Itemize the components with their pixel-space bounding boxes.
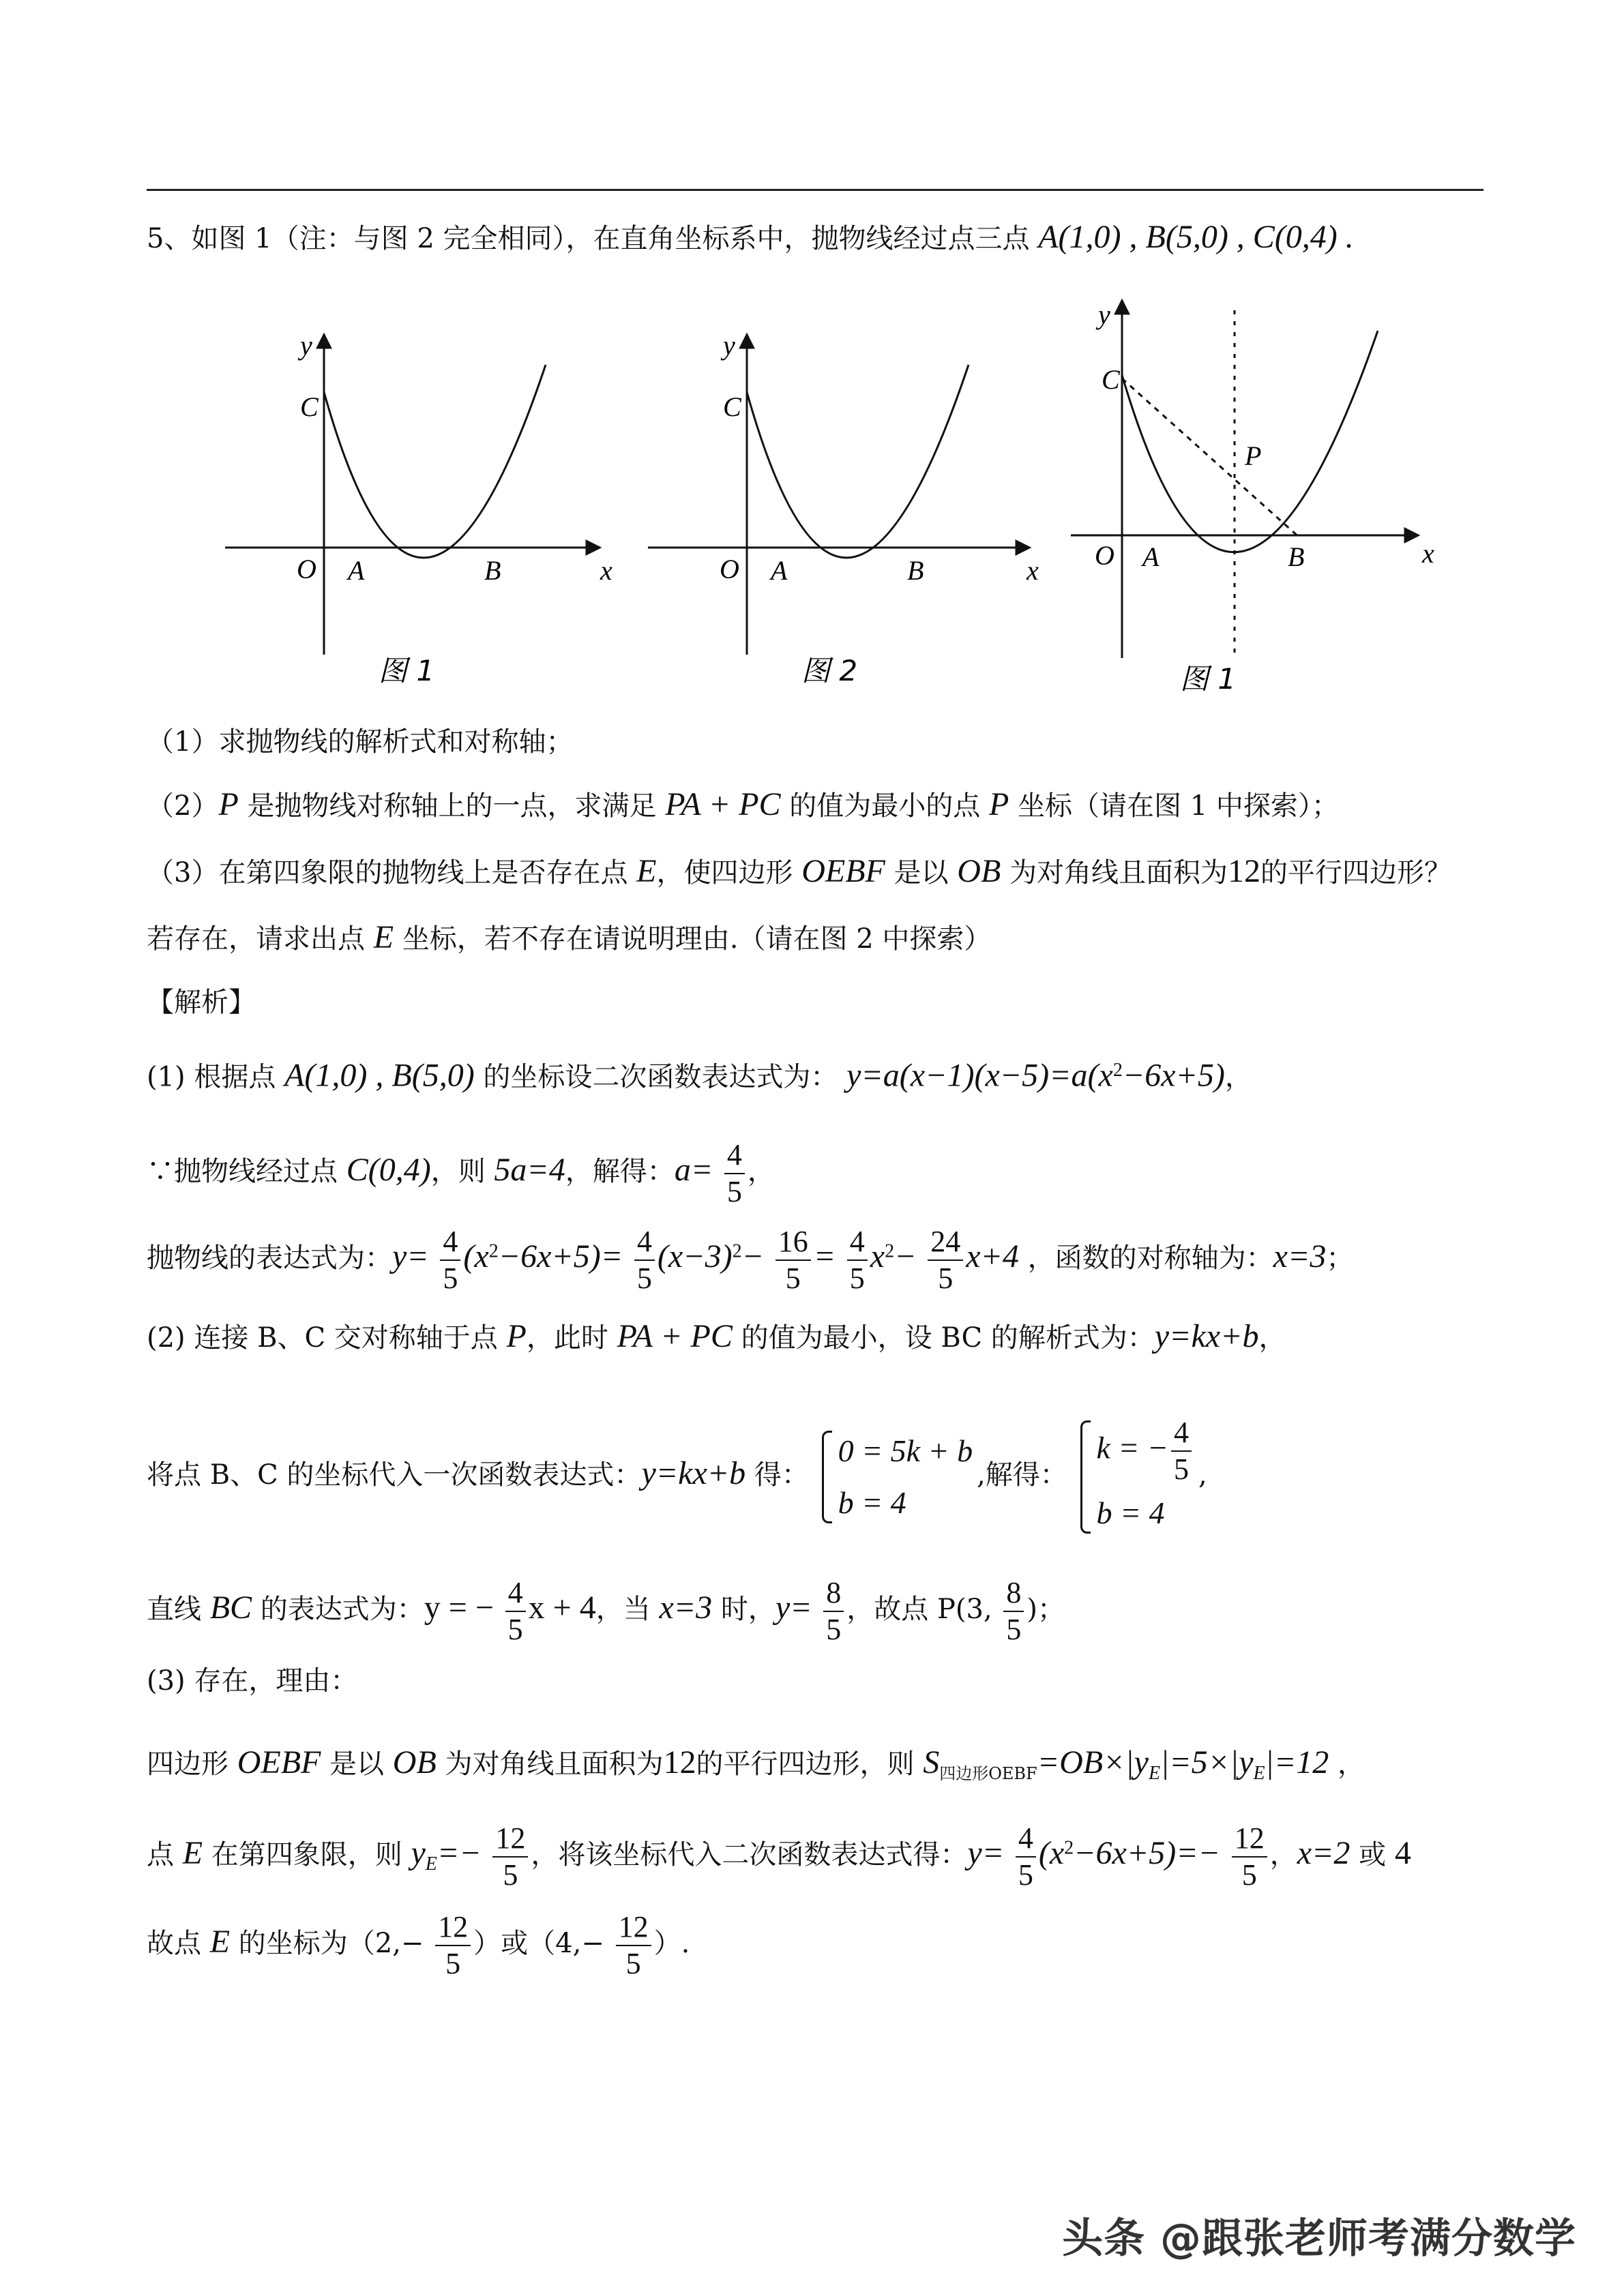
solution-step-10: 故点 E 的坐标为（2,− $\frac{12}{5}$ ）或（4,− $\frac{12}{5}$ ）. [147, 1910, 690, 1980]
y-axis-label: y [1098, 299, 1110, 330]
label-b: B [907, 555, 924, 586]
figure-3-caption: 图 1 [1180, 662, 1237, 696]
figure-3 [1071, 299, 1434, 696]
equation-system-2: k = − $\frac{4}{5}$ b = 4 [1080, 1415, 1195, 1539]
figure-2-caption: 图 2 [801, 654, 858, 687]
solution-step-1: (1) 根据点 A(1,0) , B(5,0) 的坐标设二次函数表达式为： $y=a(x-1)(x-5)=a(x^2-6x+5)$， [147, 1057, 1252, 1094]
label-a: A [1142, 541, 1160, 572]
label-o: O [720, 554, 739, 584]
label-p: P [1245, 441, 1262, 471]
solution-step-8: 四边形 OEBF 是以 OB 为对角线且面积为12的平行四边形，则 $S_{四边形OEBF}=OB\times|y_E|=5\times|y_E|=12$ ， [147, 1744, 1365, 1784]
solution-step-3: 抛物线的表达式为：y= $\frac{4}{5}$ $(x^2-6x+5)=$ $\frac{4}{5}$ $(x-3)^2-$ $\frac{16}{5}$ = $\frac{4}{5}$ $x^2-$ $\frac{24}{5}$ x+4 ，函数的对称轴为：x=3； [147, 1225, 1354, 1295]
figure-2 [648, 330, 1039, 687]
x-axis-label: x [600, 555, 612, 586]
figure-1 [225, 330, 612, 687]
solution-step-4: (2) 连接 B、C 交对称轴于点 P，此时 PA + PC 的值为最小，设 BC 的解析式为：y=kx+b， [147, 1318, 1286, 1354]
solution-step-5: 将点 B、C 的坐标代入一次函数表达式：y=kx+b 得： 0 = 5k + b b = 4 ,解得： k = − $\frac{4}{5}$ b = 4 , [147, 1415, 1207, 1539]
header-rule [147, 189, 1483, 191]
problem-intro: 5、如图 1（注：与图 2 完全相同），在直角坐标系中，抛物线经过点三点 A(1,0) , B(5,0) , C(0,4) . [147, 219, 1354, 255]
fraction: $\frac{4}{5}$ [724, 1137, 745, 1210]
watermark: 头条 @跟张老师考满分数学 [1062, 2215, 1576, 2263]
x-axis-label: x [1422, 538, 1434, 569]
figures [205, 286, 1432, 709]
question-3: （3）在第四象限的抛物线上是否存在点 E，使四边形 OEBF 是以 OB 为对角线且面积为12的平行四边形？ [147, 853, 1451, 889]
question-1: （1）求抛物线的解析式和对称轴； [147, 726, 574, 758]
solution-header: 【解析】 [147, 987, 256, 1018]
y-axis-label: y [300, 330, 312, 361]
solution-step-6: 直线 BC 的表达式为：y = − $\frac{4}{5}$ x + 4，当 x=3 时，y= $\frac{8}{5}$ ，故点 P(3, $\frac{8}{5}$ )； [147, 1576, 1065, 1646]
x-axis-label: x [1027, 555, 1039, 586]
y-axis-label: y [723, 330, 735, 361]
question-2: （2）P 是抛物线对称轴上的一点，求满足 PA + PC 的值为最小的点 P 坐标（请在图 1 中探索）； [147, 786, 1339, 822]
solution-step-9: 点 E 在第四象限，则 $y_E=-$ $\frac{12}{5}$ ，将该坐标代入二次函数表达式得：y= $\frac{4}{5}$ $(x^2-6x+5)=-$ $\frac{12}{5}$ ，x=2 或 4 [147, 1821, 1411, 1892]
label-b: B [1288, 541, 1305, 572]
label-b: B [484, 555, 501, 586]
label-o: O [1095, 540, 1114, 571]
question-3-cont: 若存在，请求出点 E 坐标，若不存在请说明理由.（请在图 2 中探索） [147, 919, 992, 955]
label-c: C [1102, 364, 1120, 395]
label-c: C [300, 391, 319, 422]
solution-step-7: (3) 存在，理由： [147, 1665, 358, 1697]
label-a: A [771, 555, 788, 586]
equation-system-1: 0 = 5k + b b = 4 [822, 1425, 973, 1529]
label-a: A [348, 555, 365, 586]
label-c: C [723, 391, 741, 422]
figure-1-caption: 图 1 [379, 654, 435, 687]
solution-step-2: ∵抛物线经过点 C(0,4)，则 5a=4，解得：a= $\frac{4}{5}$ ， [147, 1138, 775, 1208]
label-o: O [297, 554, 316, 584]
